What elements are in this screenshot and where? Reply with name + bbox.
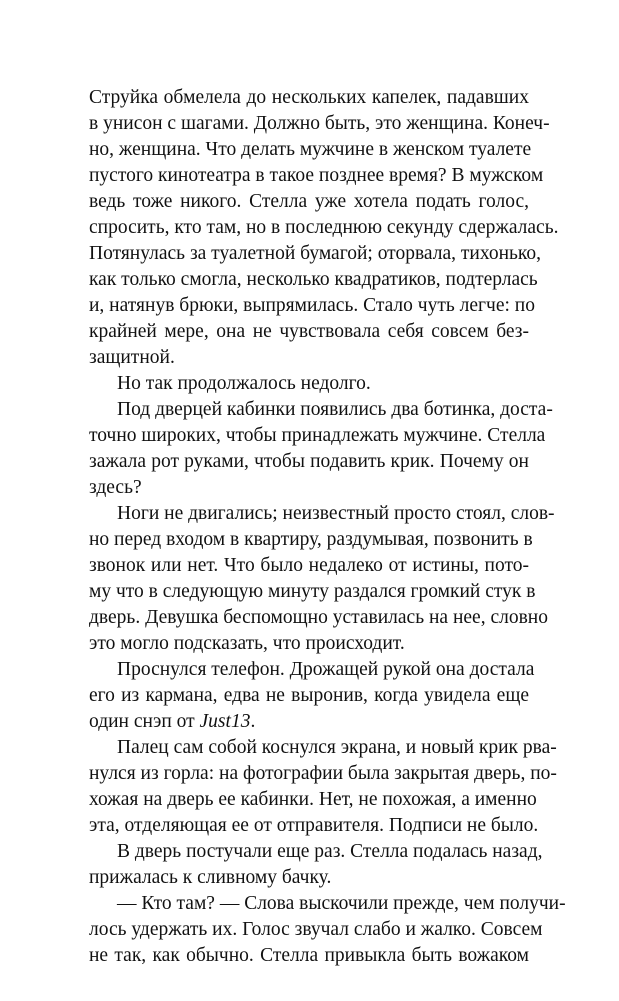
text-line: и, натянув брюки, выпрямилась. Стало чуть легче: по (89, 295, 535, 316)
text-line: крайней мере, она не чувствовала себя совсем без- (89, 321, 529, 342)
text-line: хожая на дверь ее кабинки. Нет, не похожая, а именно (89, 789, 537, 810)
text-line: зажала рот руками, чтобы подавить крик. Почему он (89, 451, 529, 472)
text-line: Ноги не двигались; неизвестный просто стоял, слов- (117, 503, 555, 524)
text-line: нулся из горла: на фотографии была закрытая дверь, по- (89, 763, 557, 784)
text-line: прижалась к сливному бачку. (89, 867, 332, 888)
text-line: му что в следующую минуту раздался громкий стук в (89, 581, 536, 602)
text-line: это могло подсказать, что происходит. (89, 633, 405, 654)
text-line: но перед входом в квартиру, раздумывая, позвонить в (89, 529, 533, 550)
text-line: не так, как обычно. Стелла привыкла быть вожаком (89, 945, 529, 966)
text-line: защитной. (89, 347, 175, 368)
text-line: как только смогла, несколько квадратиков, подтерлась (89, 269, 538, 290)
text-line: в унисон с шагами. Должно быть, это женщина. Конеч- (89, 113, 550, 134)
text-line: здесь? (89, 477, 142, 498)
text-line: точно широких, чтобы принадлежать мужчине. Стелла (89, 425, 546, 446)
text-line: Потянулась за туалетной бумагой; оторвала, тихонько, (89, 243, 542, 264)
text-line: Палец сам собой коснулся экрана, и новый крик рва- (117, 737, 557, 758)
text-line: но, женщина. Что делать мужчине в женском туалете (89, 139, 532, 160)
text-line: Под дверцей кабинки появились два ботинка, доста- (117, 399, 553, 420)
text-line: лось удержать их. Голос звучал слабо и жалко. Совсем (89, 919, 543, 940)
text-line: эта, отделяющая ее от отправителя. Подписи не было. (89, 815, 539, 836)
text-line: звонок или нет. Что было недалеко от истины, пото- (89, 555, 529, 576)
text-line: ведь тоже никого. Стелла уже хотела подать голос, (89, 191, 529, 212)
text-line: пустого кинотеатра в такое позднее время? В мужском (89, 165, 544, 186)
text-line: — Кто там? — Слова выскочили прежде, чем получи- (117, 893, 566, 914)
text-line: его из кармана, едва не выронив, когда увидела еще (89, 685, 529, 706)
text-line: один снэп от Just13. (89, 711, 256, 732)
text-line: Но так продолжалось недолго. (117, 373, 371, 394)
text-line: Проснулся телефон. Дрожащей рукой она достала (117, 659, 535, 680)
text-line: В дверь постучали еще раз. Стелла подалась назад, (117, 841, 543, 862)
text-line: дверь. Девушка беспомощно уставилась на нее, словно (89, 607, 548, 628)
text-line: Струйка обмелела до нескольких капелек, падавших (89, 87, 529, 108)
text-line: спросить, кто там, но в последнюю секунду сдержалась. (89, 217, 559, 238)
snap-sender-name: Just13 (199, 711, 251, 732)
